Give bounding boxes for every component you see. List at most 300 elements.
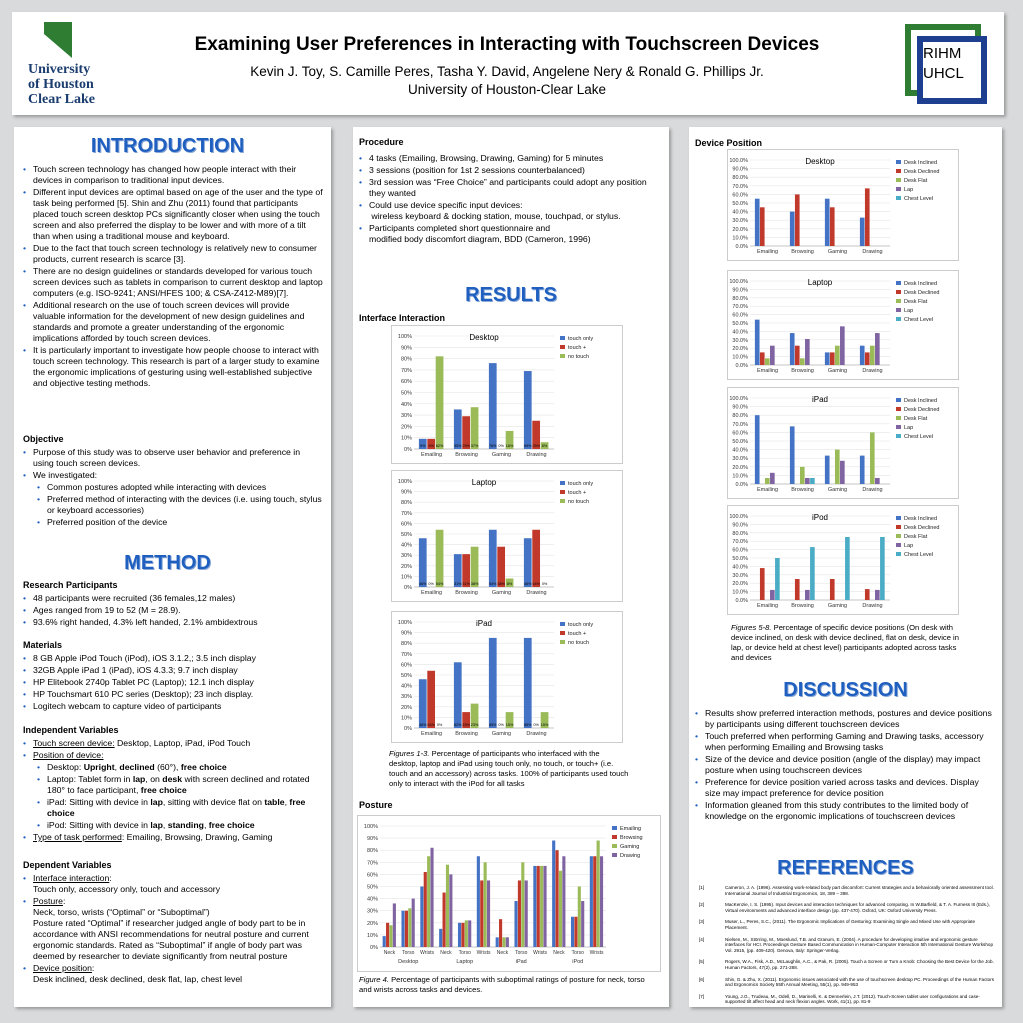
list-item: • We investigated: — [21, 470, 323, 481]
legend-label: Desk Flat — [904, 178, 928, 184]
legend-swatch — [896, 178, 901, 182]
bar — [401, 911, 404, 947]
list-item: • Touch preferred when performing Gaming and Drawing tasks, accessory when performing Emailing and Browsing tasks — [693, 731, 995, 753]
legend-swatch — [896, 543, 901, 547]
y-tick-label: 20% — [400, 563, 412, 570]
y-tick-label: 70.0% — [732, 539, 748, 546]
y-tick-label: 90.0% — [732, 166, 748, 173]
x-tick-label: Neck — [496, 950, 509, 956]
chart-ipad-interaction — [391, 611, 623, 743]
list-item: • HP Elitebook 2740p Tablet PC (Laptop); 12.1 inch display — [21, 677, 323, 688]
x-tick-label: Drawing — [862, 603, 883, 609]
legend-swatch — [612, 844, 617, 848]
y-tick-label: 80% — [366, 848, 378, 855]
y-tick-label: 20.0% — [732, 464, 748, 471]
y-tick-label: 40% — [400, 401, 412, 408]
bar-data-label: 82% — [435, 444, 444, 448]
y-tick-label: 70.0% — [732, 183, 748, 190]
bar — [805, 590, 810, 600]
legend-label: no touch — [568, 354, 590, 360]
poster-authors: Kevin J. Toy, S. Camille Peres, Tasha Y. David, Angelene Nery & Ronald G. Phillips Jr. — [250, 64, 764, 79]
bar — [755, 415, 760, 484]
x-tick-label: Gaming — [491, 590, 512, 596]
bar — [424, 872, 427, 947]
bar — [524, 638, 532, 728]
y-tick-label: 60% — [400, 521, 412, 528]
x-tick-label: Wrists — [476, 950, 491, 956]
bar — [875, 478, 880, 484]
y-tick-label: 50% — [366, 884, 378, 891]
bar — [408, 908, 411, 947]
bar — [454, 662, 462, 728]
y-tick-label: 0.0% — [735, 363, 748, 369]
y-tick-label: 80.0% — [732, 530, 748, 537]
x-tick-label: Emailing — [756, 603, 779, 609]
x-tick-label: Torso — [571, 950, 584, 956]
reference-item: [7] Young, J.G., Trudeau, M., Odell, D., Marinelli, K. & Dennerlein, J.T. (2012). Touch-Screen tablet user configurations and case-supported tilt affect head and neck flexion angles. Work, 41(1), pp. 81-9 — [699, 993, 980, 1005]
bar-data-label: 15% — [505, 723, 514, 727]
materials-title: Materials — [23, 640, 63, 650]
legend-label: Desk Declined — [904, 290, 940, 296]
bar — [760, 207, 765, 246]
bar — [840, 326, 845, 365]
legend-label: Lap — [904, 425, 914, 431]
bar-data-label: 9% — [428, 444, 434, 448]
bar — [439, 929, 442, 947]
bar — [480, 880, 483, 947]
legend-swatch — [560, 345, 565, 349]
bar — [489, 638, 497, 728]
legend-label: Lap — [904, 308, 914, 314]
bar — [574, 917, 577, 947]
bar — [443, 893, 446, 947]
bar-data-label: 54% — [427, 723, 435, 727]
y-tick-label: 100% — [397, 620, 412, 626]
list-item: • 48 participants were recruited (36 females,12 males) — [21, 593, 323, 604]
figure-1-3-caption: Figures 1-3. Percentage of participants who interfaced with the desktop, laptop and iPad using touch only, no touch, or touch+ (i.e. touch and an accessory) across tasks. 100% of participants used touch only to interact with the iPod for all tasks — [389, 749, 629, 788]
y-tick-label: 70.0% — [732, 421, 748, 428]
bar — [790, 333, 795, 365]
iv-list — [21, 738, 323, 844]
bar — [436, 356, 444, 449]
y-tick-label: 70% — [400, 651, 412, 658]
chart-desktop-interaction — [391, 325, 623, 464]
bar — [419, 679, 427, 728]
bar-data-label: 0% — [428, 582, 434, 586]
bar — [533, 866, 536, 947]
bar — [800, 467, 805, 484]
x-tick-label: Gaming — [491, 731, 512, 737]
y-tick-label: 10.0% — [732, 589, 748, 596]
y-tick-label: 10% — [400, 435, 412, 442]
list-item: • Logitech webcam to capture video of participants — [21, 701, 323, 712]
list-item: • Touch screen device: Desktop, Laptop, iPad, iPod Touch — [21, 738, 323, 749]
legend-swatch — [896, 516, 901, 520]
bar — [600, 856, 603, 947]
bar-data-label: 31% — [462, 582, 470, 586]
bar-data-label: 8% — [506, 582, 513, 586]
bar-data-label: 29% — [462, 444, 470, 448]
x-tick-label: Emailing — [420, 590, 443, 596]
chart-posture — [357, 815, 661, 972]
y-tick-label: 20% — [366, 920, 378, 927]
y-tick-label: 90.0% — [732, 522, 748, 529]
y-tick-label: 50.0% — [732, 201, 748, 207]
bar — [497, 547, 505, 587]
objective-title: Objective — [23, 434, 64, 444]
legend-swatch — [896, 169, 901, 173]
legend-label: Lap — [904, 543, 914, 549]
bar — [795, 194, 800, 246]
bar — [810, 478, 815, 484]
list-item: • Preference for device position varied across tasks and devices. Display size may impact preference for device position — [693, 777, 995, 799]
discussion-list — [693, 708, 995, 823]
participants-list — [21, 593, 323, 629]
legend-label: Desk Inclined — [904, 160, 938, 166]
x-tick-label: Emailing — [420, 731, 443, 737]
chart-svg — [358, 816, 660, 971]
x-tick-label: Browsing — [791, 487, 814, 493]
column-right — [689, 127, 1002, 1007]
y-tick-label: 80% — [400, 500, 412, 507]
x-tick-label: Emailing — [756, 487, 779, 493]
legend-label: Chest Level — [904, 196, 934, 202]
column-left — [14, 127, 331, 1007]
bar — [830, 207, 835, 246]
y-tick-label: 10% — [400, 574, 412, 581]
dv-list — [21, 873, 323, 986]
reference-item: [3] Muser, L., Peres, S.C., (2011). The Ergonomic Implications of Gesturing: Examining Single and Mixed Use with Appropriate Placement. — [699, 919, 976, 930]
list-item: • There are no design guidelines or standards developed for various touch screen devices such as tablets in comparison to current desktop and laptop computers (e.g. ISO-9241; ANSI/HFES 100; & CSA-Z412-M89)[7]. — [21, 266, 323, 299]
legend-label: touch + — [568, 490, 587, 496]
legend-label: Desk Inclined — [904, 398, 938, 404]
bar-data-label: 0% — [533, 723, 539, 727]
legend-swatch — [560, 640, 565, 644]
chart-svg — [728, 150, 958, 260]
poster-title: Examining User Preferences in Interacting with Touchscreen Devices — [194, 34, 820, 55]
y-tick-label: 60% — [400, 379, 412, 386]
bar-data-label: 54% — [435, 582, 444, 586]
y-tick-label: 80.0% — [732, 175, 748, 182]
group-label: Desktop — [398, 959, 419, 965]
legend-swatch — [896, 434, 901, 438]
legend-label: touch + — [568, 631, 587, 637]
iv-title: Independent Variables — [23, 725, 119, 735]
bar — [840, 461, 845, 484]
x-tick-label: Torso — [515, 950, 528, 956]
bar — [427, 856, 430, 947]
y-tick-label: 30% — [400, 413, 412, 420]
legend-swatch — [560, 481, 565, 485]
x-tick-label: Wrists — [420, 950, 434, 956]
bar — [484, 862, 487, 947]
bar — [880, 537, 885, 600]
list-item: • Laptop: Tablet form in lap, on desk with screen declined and rotated 180° to face participant, free choice — [21, 774, 323, 796]
bar — [860, 456, 865, 484]
x-tick-label: Emailing — [756, 249, 779, 255]
x-tick-label: Gaming — [827, 487, 848, 493]
list-item: • 3 sessions (position for 1st 2 sessions counterbalanced) — [357, 165, 661, 176]
bar — [436, 530, 444, 587]
y-tick-label: 40.0% — [732, 209, 748, 216]
x-tick-label: Browsing — [455, 452, 478, 458]
bar — [875, 333, 880, 365]
y-tick-label: 50% — [400, 532, 412, 538]
x-tick-label: Drawing — [526, 731, 547, 737]
bar-data-label: 46% — [523, 582, 532, 586]
list-item: • Interface interaction: Touch only, accessory only, touch and accessory — [21, 873, 323, 895]
list-item: • 32GB Apple iPad 1 (iPad), iOS 4.3.3; 9.7 inch display — [21, 665, 323, 676]
legend-label: touch only — [568, 622, 594, 628]
bar — [525, 880, 528, 947]
bar-data-label: 69% — [523, 444, 532, 448]
bar — [524, 371, 532, 449]
legend-swatch — [896, 425, 901, 429]
list-item: • Participants completed short questionnaire and modified body discomfort diagram, BDD (Cameron, 1996) — [357, 223, 661, 245]
bar — [562, 856, 565, 947]
figure-4-caption: Figure 4. Percentage of participants with suboptimal ratings of posture for neck, torso and wrists across tasks and devices. — [359, 975, 645, 994]
legend-swatch — [896, 290, 901, 294]
y-tick-label: 100.0% — [729, 396, 748, 402]
bar — [427, 671, 435, 728]
reference-item: [2] MacKenzie, I. S. (1995). Input devices and interaction techniques for advanced computing. In W.Barfield, & T. A. Furness III (Eds.), Virtual environments and advanced interface design (pp. 437-470). Oxford, UK: Oxford University Press. — [699, 902, 990, 913]
y-tick-label: 10% — [366, 932, 378, 939]
legend-label: no touch — [568, 640, 590, 646]
bar — [412, 899, 415, 947]
bar — [830, 352, 835, 365]
bar — [825, 352, 830, 365]
legend-label: Desk Inclined — [904, 516, 938, 522]
x-tick-label: Drawing — [862, 487, 883, 493]
y-tick-label: 20% — [400, 424, 412, 431]
bar-data-label: 38% — [497, 582, 505, 586]
bar — [383, 936, 386, 947]
bar-data-label: 85% — [523, 723, 532, 727]
bar — [489, 530, 497, 587]
legend-label: Desk Declined — [904, 525, 940, 531]
bar — [865, 352, 870, 365]
references-list — [699, 885, 995, 1011]
group-label: Laptop — [456, 959, 474, 965]
bar — [578, 887, 581, 948]
list-item: • Preferred position of the device — [21, 517, 323, 528]
bar — [581, 901, 584, 947]
bar — [468, 920, 471, 947]
x-tick-label: Gaming — [827, 249, 848, 255]
bar-data-label: 0% — [436, 723, 443, 727]
y-tick-label: 0.0% — [735, 598, 748, 604]
y-tick-label: 70.0% — [732, 304, 748, 311]
legend-label: Drawing — [620, 853, 641, 859]
y-tick-label: 60% — [366, 872, 378, 879]
y-tick-label: 70% — [366, 860, 378, 867]
uhcl-logo-text: University of Houston Clear Lake — [28, 62, 96, 107]
chart-ipod-position — [727, 505, 959, 615]
bar — [471, 547, 479, 587]
chart-title: Laptop — [807, 278, 833, 287]
introduction-heading: INTRODUCTION — [90, 135, 245, 157]
legend-label: Gaming — [620, 844, 640, 850]
list-item: • Results show preferred interaction methods, postures and device positions by participants using different touchscreen devices — [693, 708, 995, 730]
legend-swatch — [896, 281, 901, 285]
legend-label: Desk Declined — [904, 407, 940, 413]
legend-swatch — [896, 525, 901, 529]
bar — [405, 911, 408, 947]
group-label: iPad — [515, 959, 527, 965]
bar — [795, 579, 800, 600]
bar — [420, 887, 423, 948]
legend-swatch — [896, 187, 901, 191]
chart-title: iPad — [475, 619, 493, 628]
reference-item: [1] Cameron, J. A. (1996). Assessing work-related body part discomfort: Current strategies and a behaviorally oriented assessment tool. International Journal of Industrial Ergonomics, 18, 389 – 398. — [699, 885, 994, 896]
y-tick-label: 0% — [404, 447, 412, 453]
y-tick-label: 100% — [397, 334, 412, 340]
chart-title: Desktop — [469, 333, 499, 342]
list-item: • Device position: Desk inclined, desk declined, desk flat, lap, chest level — [21, 963, 323, 985]
objective-list — [21, 447, 323, 529]
materials-list — [21, 653, 323, 713]
bar — [790, 426, 795, 484]
bar — [590, 856, 593, 947]
bar — [559, 871, 562, 947]
bar-data-label: 46% — [418, 723, 427, 727]
chart-svg — [728, 271, 958, 379]
y-tick-label: 30% — [366, 908, 378, 915]
device-position-title: Device Position — [695, 138, 763, 148]
y-tick-label: 90% — [400, 489, 412, 496]
list-item: • HP Touchsmart 610 PC series (Desktop); 23 inch display. — [21, 689, 323, 700]
legend-swatch — [612, 826, 617, 830]
y-tick-label: 80.0% — [732, 295, 748, 302]
bar — [770, 473, 775, 484]
bar — [521, 862, 524, 947]
bar — [770, 346, 775, 365]
bar — [835, 346, 840, 365]
y-tick-label: 30.0% — [732, 572, 748, 579]
bar — [499, 919, 502, 947]
bar — [805, 339, 810, 365]
y-tick-label: 50.0% — [732, 556, 748, 562]
introduction-list — [21, 164, 323, 390]
x-tick-label: Neck — [553, 950, 565, 956]
y-tick-label: 90.0% — [732, 404, 748, 411]
dv-title: Dependent Variables — [23, 860, 112, 870]
chart-title: Laptop — [471, 478, 497, 487]
list-item: • Ages ranged from 19 to 52 (M = 28.9). — [21, 605, 323, 616]
bar-data-label: 0% — [498, 723, 504, 727]
chart-title: iPad — [811, 395, 829, 404]
bar — [471, 407, 479, 449]
chart-svg — [392, 471, 622, 601]
list-item: • Common postures adopted while interacting with devices — [21, 482, 323, 493]
bar — [446, 865, 449, 947]
y-tick-label: 70% — [400, 510, 412, 517]
x-tick-label: Browsing — [455, 590, 478, 596]
bar — [810, 547, 815, 600]
bar-data-label: 31% — [453, 582, 462, 586]
y-tick-label: 80% — [400, 356, 412, 363]
reference-item: [4] Nielsen, M., Störring, M., Moeslund, T.B. and Granum, E. (2004). A procedure for developing intuitive and ergonomic gesture interfaces for HCI. Proceedings Gesture Based Communication in Human-Computer Interaction 5th International Gesture Workshop Vol. 2915, (pp. 409-420). Genova, Italy: Springer-Verlag. — [699, 936, 994, 953]
legend-swatch — [560, 622, 565, 626]
y-tick-label: 30.0% — [732, 456, 748, 463]
bar — [865, 188, 870, 246]
y-tick-label: 90% — [400, 345, 412, 352]
reference-item: [6] Shin, G. & Zhu, X. (2011). Ergonomic issues associated with the use of touchscreen desktop PC. Proceedings of the Human Factors and Ergonomics Society 55th Annual Meeting, 55(1), pp. 949-953 — [699, 976, 995, 988]
bar-data-label: 38% — [470, 582, 479, 586]
legend-swatch — [896, 407, 901, 411]
legend-swatch — [560, 499, 565, 503]
bar — [860, 346, 865, 365]
bar — [593, 856, 596, 947]
bar — [805, 478, 810, 484]
bar-data-label: 62% — [453, 723, 462, 727]
rihm-logo: RIHM UHCL — [905, 24, 987, 104]
y-tick-label: 70% — [400, 367, 412, 374]
legend-swatch — [896, 416, 901, 420]
list-item: • Due to the fact that touch screen technology is relatively new to consumer products, current research is scarce [3]. — [21, 243, 323, 265]
y-tick-label: 0% — [404, 726, 412, 732]
bar — [386, 923, 389, 947]
y-tick-label: 80% — [400, 641, 412, 648]
poster-affiliation: University of Houston-Clear Lake — [407, 82, 607, 97]
chart-svg — [728, 506, 958, 614]
list-item: • 8 GB Apple iPod Touch (iPod), iOS 3.1.2,; 3.5 inch display — [21, 653, 323, 664]
y-tick-label: 50% — [400, 390, 412, 397]
procedure-title: Procedure — [359, 137, 404, 147]
chart-laptop-position — [727, 270, 959, 380]
legend-label: Desk Flat — [904, 534, 928, 540]
legend-swatch — [896, 160, 901, 164]
bar — [506, 937, 509, 947]
procedure-list — [357, 153, 661, 246]
uhcl-logo — [28, 22, 108, 112]
bar — [860, 218, 865, 246]
legend-swatch — [896, 534, 901, 538]
bar-data-label: 0% — [498, 444, 504, 448]
legend-label: Desk Inclined — [904, 281, 938, 287]
chart-svg — [728, 388, 958, 498]
bar — [760, 568, 765, 600]
y-tick-label: 30% — [400, 553, 412, 560]
y-tick-label: 100.0% — [729, 158, 748, 164]
x-tick-label: Browsing — [791, 249, 814, 255]
legend-label: Chest Level — [904, 317, 934, 323]
legend-swatch — [560, 631, 565, 635]
legend-label: Browsing — [620, 835, 643, 841]
posture-title: Posture — [359, 800, 393, 810]
method-heading: METHOD — [124, 552, 211, 574]
legend-swatch — [896, 552, 901, 556]
y-tick-label: 10.0% — [732, 354, 748, 361]
y-tick-label: 40.0% — [732, 447, 748, 454]
legend-swatch — [896, 299, 901, 303]
y-tick-label: 40% — [400, 683, 412, 690]
x-tick-label: Drawing — [862, 368, 883, 374]
poster-header — [12, 12, 1004, 115]
bar — [489, 363, 497, 449]
list-item: • 3rd session was “Free Choice” and participants could adopt any position they wanted — [357, 177, 661, 199]
y-tick-label: 20% — [400, 704, 412, 711]
y-tick-label: 60.0% — [732, 547, 748, 554]
reference-item: [5] Rogers, W.A., Fisk, A.D., McLaughlin, A.C., & Pak, R. (2005). Touch a Screen or Turn a Knob: Choosing the Best Device for the Job. Human Factors, 47(2), pp. 271-288. — [699, 959, 994, 970]
bar-data-label: 35% — [453, 444, 462, 448]
x-tick-label: Neck — [383, 950, 396, 956]
y-tick-label: 0% — [404, 585, 412, 591]
list-item: • Position of device: — [21, 750, 323, 761]
x-tick-label: Torso — [402, 950, 415, 956]
interface-interaction-title: Interface Interaction — [359, 313, 446, 323]
legend-label: touch + — [568, 345, 587, 351]
